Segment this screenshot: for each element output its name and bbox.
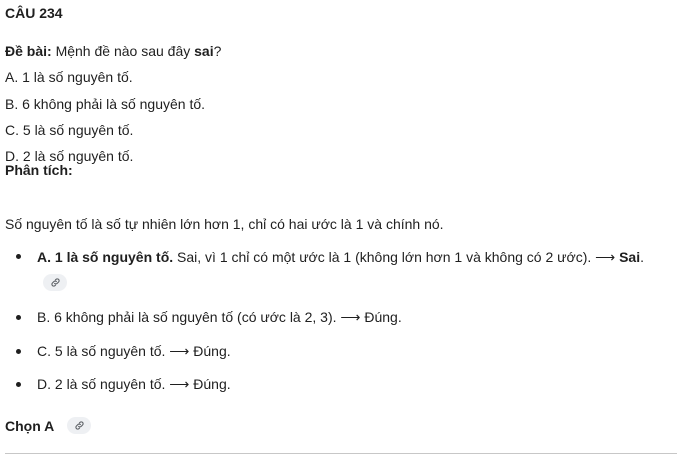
source-link-button[interactable]: [43, 274, 67, 291]
answer-choice: Chọn A: [5, 418, 55, 434]
analysis-item-b: B. 6 không phải là số nguyên tố (có ước là 2, 3). ⟶ Đúng.: [37, 309, 402, 325]
analysis-item-a: [37, 248, 644, 266]
analysis-heading-text: Phân tích:: [5, 162, 73, 178]
item-a-verdict: Sai: [619, 249, 641, 265]
answer-link-button[interactable]: [67, 417, 91, 434]
question-end: ?: [213, 43, 222, 59]
divider: [5, 453, 677, 454]
item-a-claim: A. 1 là số nguyên tố.: [37, 249, 174, 265]
link-icon: [74, 420, 85, 431]
bullet: [16, 349, 21, 354]
option-d: D. 2 là số nguyên tố.: [5, 148, 134, 164]
question-text: Mệnh đề nào sau đây: [51, 43, 195, 59]
bullet: [16, 382, 21, 387]
question-statement: [5, 42, 221, 60]
analysis-item-d: D. 2 là số nguyên tố. ⟶ Đúng.: [37, 376, 231, 392]
option-a: A. 1 là số nguyên tố.: [5, 69, 133, 85]
item-a-end: .: [640, 249, 644, 265]
analysis-item-c: C. 5 là số nguyên tố. ⟶ Đúng.: [37, 343, 231, 359]
link-icon: [50, 277, 61, 288]
question-emphasis: sai: [194, 43, 214, 59]
bullet: [16, 254, 21, 259]
analysis-intro: Số nguyên tố là số tự nhiên lớn hơn 1, chỉ có hai ước là 1 và chính nó.: [5, 216, 444, 232]
option-c: C. 5 là số nguyên tố.: [5, 122, 134, 138]
option-b: B. 6 không phải là số nguyên tố.: [5, 96, 206, 112]
question-label: Đề bài:: [5, 43, 52, 59]
bullet: [16, 315, 21, 320]
item-a-text: Sai, vì 1 chỉ có một ước là 1 (không lớn hơn 1 và không có 2 ước). ⟶: [173, 249, 620, 265]
question-title: CÂU 234: [5, 5, 63, 21]
